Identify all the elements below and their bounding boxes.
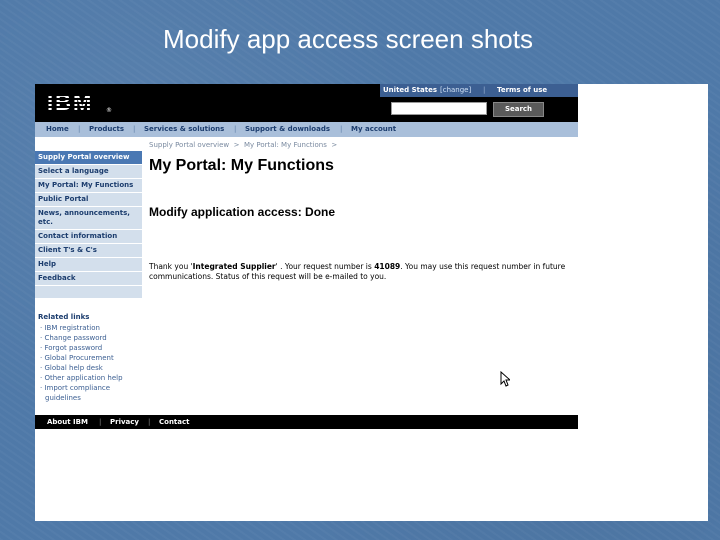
section-title: Modify application access: Done bbox=[149, 205, 336, 219]
breadcrumb bbox=[149, 141, 337, 149]
terms-of-use-link[interactable]: Terms of use bbox=[497, 86, 548, 94]
related-link-change-password[interactable]: · Change password bbox=[40, 334, 107, 342]
footer-contact[interactable]: Contact bbox=[159, 418, 190, 426]
related-link-forgot-password[interactable]: · Forgot password bbox=[40, 344, 103, 352]
utility-bar bbox=[380, 84, 578, 97]
breadcrumb-separator: > bbox=[331, 141, 338, 149]
footer-privacy[interactable]: Privacy bbox=[110, 418, 139, 426]
left-nav-supply-portal-overview[interactable]: Supply Portal overview bbox=[35, 151, 142, 165]
page-title: My Portal: My Functions bbox=[149, 157, 334, 174]
left-nav-my-functions[interactable]: My Portal: My Functions bbox=[35, 179, 142, 193]
message-pre: Thank you ' bbox=[149, 262, 193, 271]
breadcrumb-separator: > bbox=[233, 141, 240, 149]
search-input[interactable] bbox=[391, 102, 487, 115]
browser-screenshot bbox=[35, 84, 708, 521]
left-nav-news[interactable]: News, announcements, etc. bbox=[35, 207, 142, 230]
nav-home[interactable]: Home bbox=[46, 125, 69, 133]
footer-divider: | bbox=[99, 418, 102, 426]
change-country-link[interactable]: [change] bbox=[440, 86, 472, 94]
nav-my-account[interactable]: My account bbox=[351, 125, 397, 133]
left-nav-contact-information[interactable]: Contact information bbox=[35, 230, 142, 244]
related-links-list bbox=[40, 323, 123, 403]
left-nav-spacer bbox=[35, 286, 142, 298]
left-nav-feedback[interactable]: Feedback bbox=[35, 272, 142, 286]
footer-divider: | bbox=[148, 418, 151, 426]
country-label: United States bbox=[383, 86, 437, 94]
nav-services[interactable]: Services & solutions bbox=[144, 125, 225, 133]
slide-title: Modify app access screen shots bbox=[163, 24, 533, 54]
related-link-import-compliance[interactable]: · Import compliance bbox=[40, 384, 111, 392]
mouse-cursor-icon bbox=[500, 371, 510, 387]
related-links-heading: Related links bbox=[38, 313, 90, 321]
left-nav-public-portal[interactable]: Public Portal bbox=[35, 193, 142, 207]
ibm-logo[interactable]: IBM bbox=[47, 90, 94, 115]
related-link-global-procurement[interactable]: · Global Procurement bbox=[40, 354, 114, 362]
footer-about-ibm[interactable]: About IBM bbox=[47, 418, 88, 426]
nav-divider: | bbox=[133, 125, 136, 133]
left-nav-client-terms[interactable]: Client T's & C's bbox=[35, 244, 142, 258]
masthead bbox=[35, 84, 578, 122]
breadcrumb-my-functions[interactable]: My Portal: My Functions bbox=[243, 141, 327, 149]
related-link-ibm-registration[interactable]: · IBM registration bbox=[40, 324, 100, 332]
message-mid: ' . Your request number is bbox=[275, 262, 375, 271]
nav-divider: | bbox=[340, 125, 343, 133]
nav-products[interactable]: Products bbox=[89, 125, 125, 133]
confirmation-message bbox=[149, 262, 577, 282]
footer bbox=[35, 415, 578, 429]
left-nav bbox=[35, 151, 142, 298]
ibm-registered-mark: ® bbox=[106, 107, 112, 114]
nav-divider: | bbox=[234, 125, 237, 133]
supplier-name: Integrated Supplier bbox=[192, 262, 276, 271]
nav-support[interactable]: Support & downloads bbox=[245, 125, 331, 133]
request-number: 41089 bbox=[374, 262, 401, 271]
search-button[interactable]: Search bbox=[493, 102, 544, 117]
breadcrumb-supply-portal[interactable]: Supply Portal overview bbox=[149, 141, 230, 149]
left-nav-help[interactable]: Help bbox=[35, 258, 142, 272]
nav-divider: | bbox=[78, 125, 81, 133]
left-nav-select-language[interactable]: Select a language bbox=[35, 165, 142, 179]
top-nav bbox=[35, 122, 578, 137]
related-link-global-help-desk[interactable]: · Global help desk bbox=[40, 364, 103, 372]
message-post: . You may use this request number in future communications. Status of this request will be e-mailed to you. bbox=[149, 262, 566, 281]
utility-divider: | bbox=[483, 86, 486, 94]
related-link-import-compliance-cont[interactable]: guidelines bbox=[45, 394, 81, 402]
related-link-other-app-help[interactable]: · Other application help bbox=[40, 374, 123, 382]
